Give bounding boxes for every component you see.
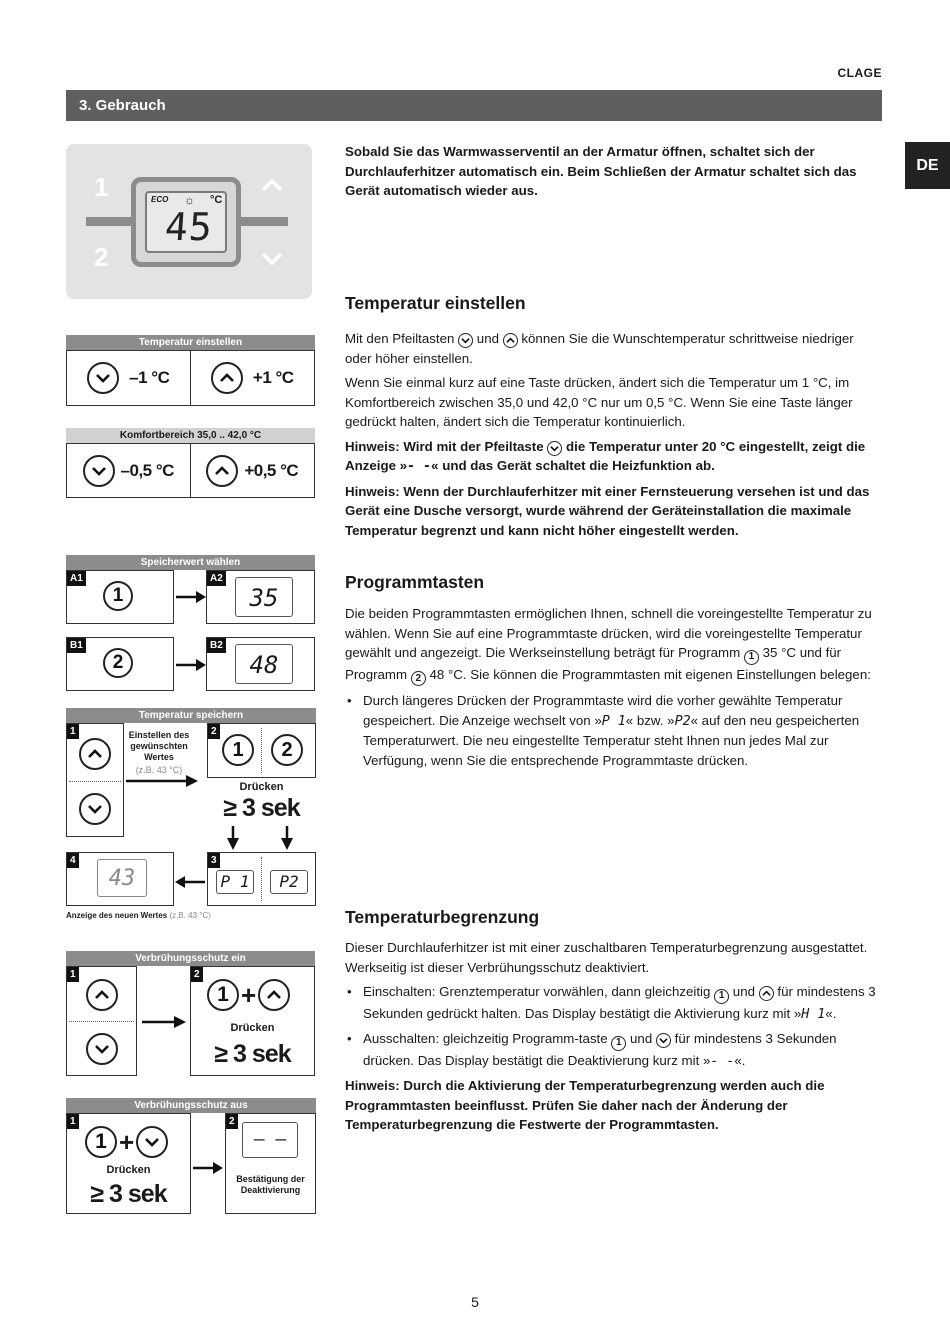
chevron-up-icon	[206, 455, 238, 487]
chevron-down-icon	[656, 1033, 671, 1048]
diagram-title: Temperatur speichern	[66, 708, 316, 723]
set-value-example: (z.B. 43 °C)	[135, 765, 183, 775]
segment-text: P 1	[601, 713, 626, 729]
step-label: A1	[67, 571, 86, 586]
diagram-title: Verbrühungsschutz ein	[66, 951, 315, 966]
arrow-left-icon	[175, 875, 205, 889]
text-run: und	[732, 984, 755, 999]
diagram-komfort	[66, 428, 315, 498]
limit-hint: Hinweis: Durch die Aktivierung der Temperaturbegrenzung werden auch die Programmtasten beeinflusst. Prüfen Sie daher nach der Änderung der Temperaturbegrenzung die Festwerte der Programmtasten.	[345, 1078, 825, 1132]
key-combo	[207, 979, 290, 1011]
temp-minus-value: –1 °C	[129, 368, 170, 387]
temp-minus-cell	[67, 351, 191, 405]
program-1-icon: 1	[85, 1126, 117, 1158]
text-run: Einschalten: Grenztemperatur vorwählen, dann gleichzeitig	[363, 984, 711, 999]
divider	[261, 857, 262, 901]
sun-icon: ☼	[184, 193, 195, 207]
section-header: 3. Gebrauch	[66, 90, 882, 121]
komfort-minus-cell	[67, 444, 191, 497]
text-run: Hinweis: Wird mit der Pfeiltaste	[345, 438, 544, 454]
text-run: « und das Gerät schaltet die Heizfunktion ab.	[431, 458, 715, 473]
page-number: 5	[471, 1294, 479, 1310]
chevron-up-icon	[261, 174, 283, 196]
program-2-icon: 2	[103, 648, 133, 678]
komfort-minus-value: –0,5 °C	[120, 460, 174, 480]
step-2	[190, 966, 315, 1076]
text-run: « auf den neu gespeicherten Temperaturwert. Die neu eingestellte Temperatur steht Ihnen nun jedes Mal zur Verfügung, wenn Sie die entsprechende Programmtaste drücken.	[363, 712, 860, 768]
chevron-down-icon	[458, 333, 473, 348]
new-value-caption	[66, 911, 211, 920]
step-label: 3	[208, 853, 220, 868]
segment-text: P2	[674, 713, 691, 729]
diagram-body	[66, 350, 315, 406]
prog-section	[345, 604, 881, 775]
diagram-temp	[66, 335, 315, 406]
step-label: B1	[67, 638, 86, 653]
text-run: und	[476, 331, 499, 346]
lcd-display	[145, 191, 227, 253]
lcd-dashes: – –	[242, 1122, 298, 1158]
divider	[69, 1021, 134, 1022]
arrow-down-icon	[280, 826, 294, 850]
press-label: Drücken	[239, 781, 284, 793]
confirm-label: Bestätigung der Deaktivierung	[236, 1174, 305, 1195]
arrow-right-icon	[142, 1015, 186, 1029]
press-label: Drücken	[106, 1164, 151, 1176]
step-1	[66, 1113, 191, 1214]
arrow-down-icon	[226, 826, 240, 850]
program-1-icon: 1	[714, 989, 729, 1004]
chevron-down-icon	[136, 1126, 168, 1158]
step-3	[207, 852, 316, 906]
program-1-icon: 1	[744, 650, 759, 665]
lcd-p1: P 1	[216, 870, 254, 894]
chevron-up-icon	[211, 362, 243, 394]
program-1-icon: 1	[103, 581, 133, 611]
temp-hint-1	[345, 437, 881, 477]
step-1	[66, 966, 137, 1076]
program-2-icon: 2	[271, 734, 303, 766]
step-label: B2	[207, 638, 226, 653]
program-1-key: 1	[94, 172, 109, 202]
plus-sign: +	[241, 979, 257, 1010]
diagram-title: Verbrühungsschutz aus	[66, 1098, 316, 1113]
step-4	[66, 852, 174, 906]
lcd-program-1-value: 35	[235, 577, 293, 617]
chevron-down-icon	[83, 455, 115, 487]
arrow-right-icon	[126, 774, 198, 788]
temp-paragraph-1	[345, 329, 881, 368]
control-panel-illustration	[66, 144, 312, 299]
text-run: für mindestens 3 Sekunden drücken. Das Display bestätigt die Deaktivierung kurz mit »	[363, 1031, 837, 1068]
duration-label: ≥ 3 sek	[214, 1040, 291, 1068]
step-label: 2	[191, 967, 203, 982]
arrow-right-icon	[176, 658, 206, 672]
chevron-down-icon	[86, 1033, 118, 1065]
step-label: 1	[67, 724, 79, 739]
text-run: «.	[734, 1052, 746, 1068]
step-label: 1	[67, 1114, 79, 1129]
komfort-plus-cell	[191, 444, 315, 497]
program-1-icon: 1	[611, 1036, 626, 1051]
chevron-up-icon	[79, 738, 111, 770]
heading-temperatur-einstellen: Temperatur einstellen	[345, 293, 526, 313]
lcd-program-2-value: 48	[235, 644, 293, 684]
text-run: können Sie die Wunschtemperatur schrittweise niedriger oder höher einstellen.	[345, 331, 854, 366]
caption-text: Anzeige des neuen Wertes	[66, 911, 168, 920]
text-run: Die beiden Programmtasten ermöglichen Ihnen, schnell die voreingestellte Temperatur zu wählen. Wenn Sie auf eine Programmtaste drücken, wird die voreingestellte Temperatur gewählt und angezeigt. Die Werkseinstellung beträgt für Programm	[345, 606, 872, 660]
panel-bar-left	[86, 217, 134, 226]
text-run: 48 °C. Sie können die Programmtasten mit eigenen Einstellungen belegen:	[429, 666, 871, 682]
panel-bar-right	[238, 217, 288, 226]
limit-bullet-2	[345, 1029, 881, 1071]
step-label: 4	[67, 853, 79, 868]
chevron-up-icon	[759, 986, 774, 1001]
arrow-right-icon	[176, 590, 206, 604]
text-run: Durch längeres Drücken der Programmtaste wird die vorher gewählte Temperatur gespeichert. Die Anzeige wechselt von »	[363, 693, 843, 728]
brand-label: CLAGE	[837, 66, 882, 80]
chevron-up-icon	[503, 333, 518, 348]
text-run: 35 °C und für Programm	[345, 645, 842, 682]
divider	[261, 728, 262, 773]
step-a1	[66, 570, 174, 624]
step-label: A2	[207, 571, 226, 586]
step-2	[207, 723, 316, 778]
chevron-up-icon	[86, 979, 118, 1011]
diagram-title: Komfortbereich 35,0 .. 42,0 °C	[66, 428, 315, 443]
text-run: für mindestens 3 Sekunden gedrückt halten. Das Display bestätigt die Aktivierung kurz mit »	[363, 984, 876, 1021]
diagram-speichern	[66, 708, 316, 928]
diagram-schutz-aus	[66, 1098, 316, 1215]
step-label: 1	[67, 967, 79, 982]
step-label: 2	[226, 1114, 238, 1129]
diagram-title: Speicherwert wählen	[66, 555, 315, 570]
program-2-icon: 2	[411, 671, 426, 686]
language-tab: DE	[905, 142, 950, 189]
step-1	[66, 723, 124, 837]
temp-paragraph-2: Wenn Sie einmal kurz auf eine Taste drücken, ändert sich die Temperatur um 1 °C, im Komfortbereich zwischen 35,0 und 42,0 °C nur um 0,5 °C. Wenn Sie eine Taste länger gedrückt halten, ändert sich die Temperatur kontinuierlich.	[345, 375, 853, 429]
temp-hint-2: Hinweis: Wenn der Durchlauferhitzer mit einer Fernsteuerung versehen ist und das Gerät eine Dusche versorgt, wurde während der Geräteinstallation die maximale Temperatur begrenzt und kann nicht höher eingestellt werden.	[345, 483, 870, 538]
prog-bullet-1	[345, 691, 881, 770]
set-value-label: Einstellen des gewünschten Wertes	[128, 730, 190, 762]
press-label: Drücken	[230, 1022, 275, 1034]
diagram-title: Temperatur einstellen	[66, 335, 315, 350]
limit-paragraph-1: Dieser Durchlauferhitzer ist mit einer zuschaltbaren Temperaturbegrenzung ausgestattet. Werkseitig ist dieser Verbrühungsschutz deaktiviert.	[345, 940, 868, 975]
heading-programmtasten: Programmtasten	[345, 572, 485, 592]
chevron-down-icon	[79, 793, 111, 825]
text-run: « bzw. »	[625, 712, 675, 728]
plus-sign: +	[119, 1126, 135, 1157]
lcd-temperature: 45	[163, 205, 215, 249]
diagram-schutz-ein	[66, 951, 315, 1077]
duration-label: ≥ 3 sek	[223, 794, 300, 822]
chevron-down-icon	[261, 248, 283, 270]
arrow-right-icon	[193, 1161, 223, 1175]
segment-text: - -	[710, 1053, 735, 1069]
segment-text: - -	[407, 459, 432, 474]
temp-plus-value: +1 °C	[252, 368, 294, 387]
step-a2	[206, 570, 315, 624]
lcd-p2: P2	[270, 870, 308, 894]
komfort-plus-value: +0,5 °C	[244, 460, 299, 480]
diagram-body	[66, 443, 315, 498]
step-b2	[206, 637, 315, 691]
chevron-down-icon	[547, 441, 562, 456]
key-combo	[85, 1126, 168, 1158]
lcd-new-value: 43	[97, 859, 147, 897]
step-b1	[66, 637, 174, 691]
text-run: Mit den Pfeiltasten	[345, 331, 455, 346]
limit-section	[345, 938, 881, 1140]
limit-bullet-1	[345, 982, 881, 1024]
eco-indicator: ECO	[151, 195, 169, 204]
program-1-icon: 1	[207, 979, 239, 1011]
diagram-speicherwert	[66, 555, 315, 692]
chevron-down-icon	[87, 362, 119, 394]
program-2-key: 2	[94, 242, 109, 272]
temp-plus-cell	[191, 351, 315, 405]
caption-example: (z.B. 43 °C)	[169, 911, 211, 920]
chevron-up-icon	[258, 979, 290, 1011]
text-run: Ausschalten: gleichzeitig Programm-taste	[363, 1031, 608, 1046]
unit-indicator: °C	[210, 194, 223, 206]
divider	[69, 781, 121, 782]
step-2	[225, 1113, 316, 1214]
program-1-icon: 1	[222, 734, 254, 766]
temp-section	[345, 329, 881, 545]
text-run: die Temperatur unter 20 °C eingestellt, zeigt die Anzeige »	[345, 438, 866, 473]
duration-label: ≥ 3 sek	[90, 1180, 167, 1208]
prog-paragraph-1	[345, 604, 881, 686]
step-label: 2	[208, 724, 220, 739]
intro-paragraph: Sobald Sie das Warmwasserventil an der Armatur öffnen, schaltet sich der Durchlauferhitzer automatisch ein. Beim Schließen der Armatur schaltet sich das Gerät automatisch wieder aus.	[345, 144, 857, 198]
lcd-frame	[131, 177, 241, 267]
segment-text: H 1	[801, 1006, 826, 1022]
text-run: «.	[825, 1005, 837, 1021]
text-run: und	[630, 1031, 653, 1046]
heading-temperaturbegrenzung: Temperaturbegrenzung	[345, 907, 540, 927]
